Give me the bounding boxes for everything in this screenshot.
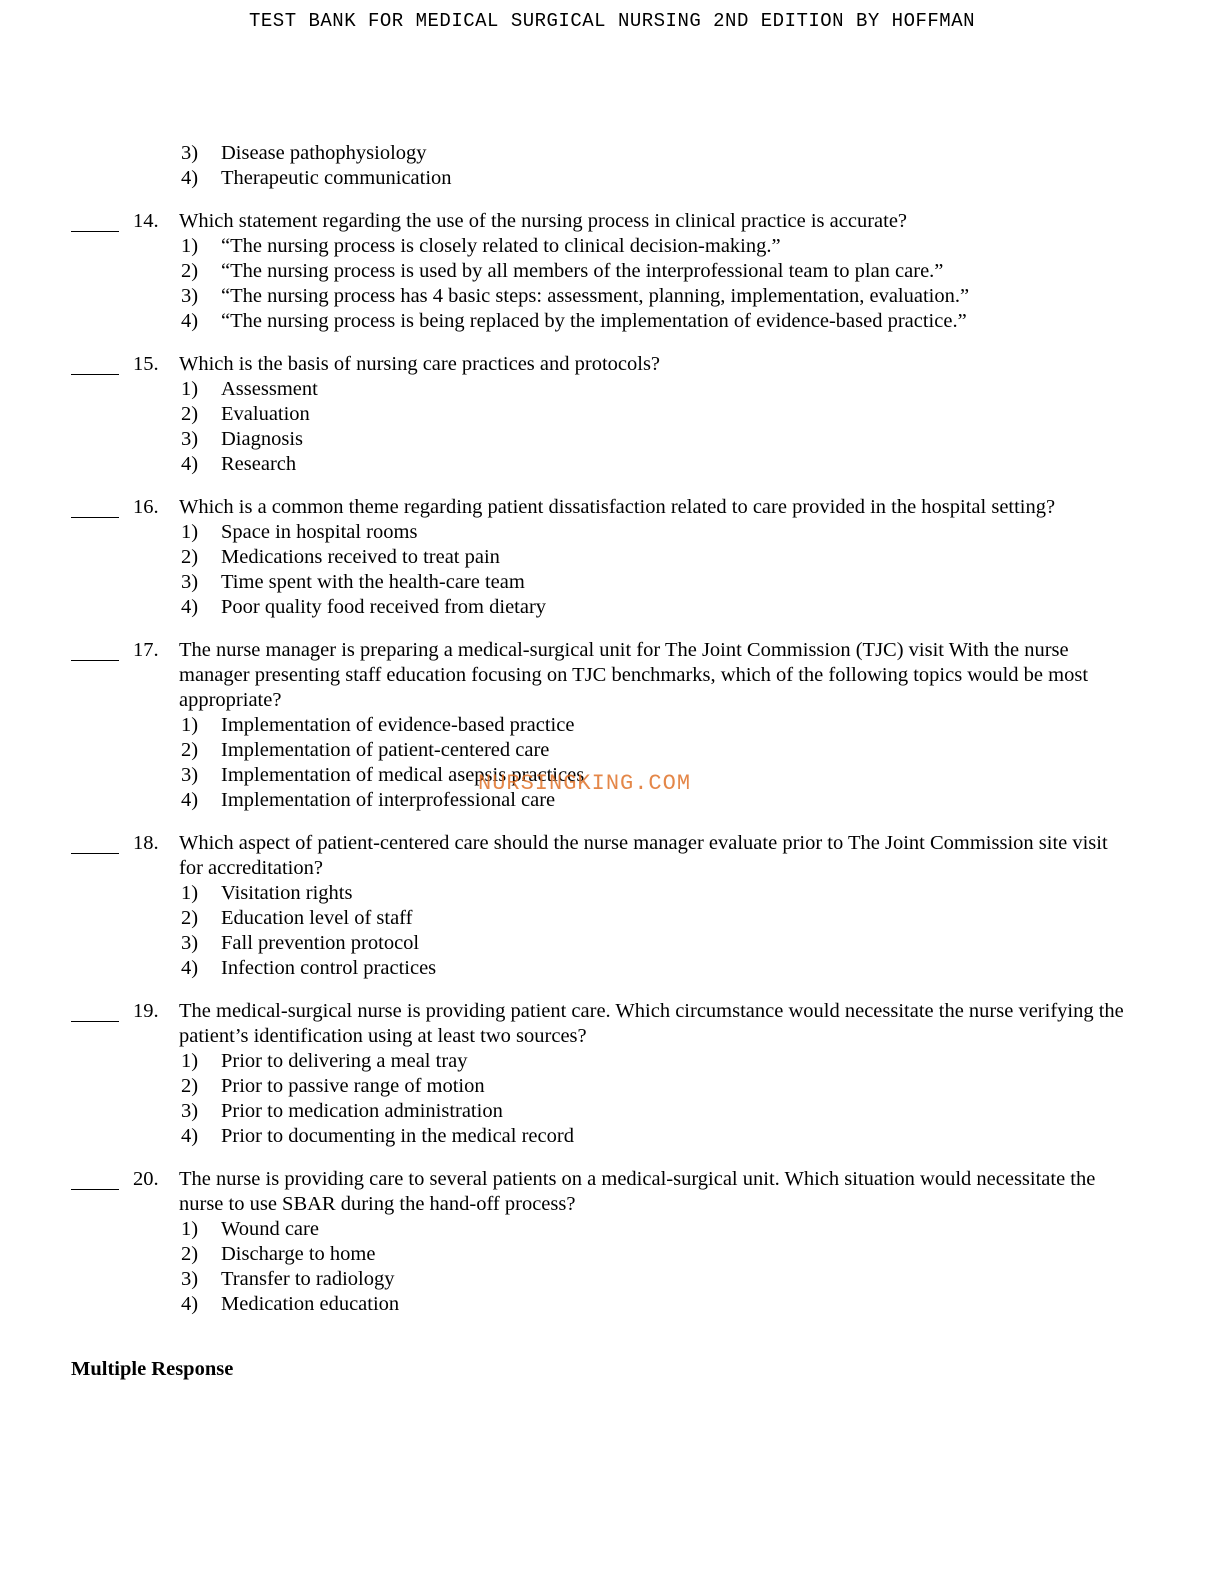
answer-option (0, 141, 1224, 166)
option-text: “The nursing process is used by all members of the interprofessional team to plan care.” (221, 260, 944, 282)
answer-option (0, 1292, 1224, 1317)
option-text: Prior to delivering a meal tray (221, 1050, 468, 1072)
option-text: Implementation of medical asepsis practices (221, 764, 585, 786)
question-text: Which is the basis of nursing care practices and protocols? (179, 353, 661, 375)
option-text: Research (221, 453, 297, 475)
option-number: 3) (181, 1268, 199, 1290)
question-item (0, 1167, 1224, 1317)
option-text: “The nursing process has 4 basic steps: assessment, planning, implementation, evaluation.” (221, 285, 970, 307)
question-number: 19. (133, 1000, 159, 1022)
option-text: Implementation of evidence-based practice (221, 714, 575, 736)
question-text: Which statement regarding the use of the nursing process in clinical practice is accurate? (179, 210, 908, 232)
option-number: 3) (181, 932, 199, 954)
option-text: Transfer to radiology (221, 1268, 395, 1290)
option-text: Prior to medication administration (221, 1100, 503, 1122)
option-number: 4) (181, 167, 199, 189)
question-stem (0, 831, 1224, 881)
answer-option (0, 738, 1224, 763)
continued-options (0, 141, 1224, 191)
answer-option (0, 595, 1224, 620)
question-stem (0, 495, 1224, 520)
answer-option (0, 1217, 1224, 1242)
answer-option (0, 452, 1224, 477)
option-text: Time spent with the health-care team (221, 571, 525, 593)
option-number: 4) (181, 1293, 199, 1315)
option-number: 1) (181, 521, 199, 543)
option-number: 2) (181, 1243, 199, 1265)
option-text: Infection control practices (221, 957, 437, 979)
option-number: 1) (181, 378, 199, 400)
question-stem (0, 1167, 1224, 1217)
option-number: 3) (181, 428, 199, 450)
answer-option (0, 1124, 1224, 1149)
question-text: The nurse manager is preparing a medical-surgical unit for The Joint Commission (TJC) visit With the nurse manager presenting staff education focusing on TJC benchmarks, which of the following topics would be most appropriate? (179, 639, 1089, 711)
option-text: Implementation of interprofessional care (221, 789, 556, 811)
answer-option (0, 427, 1224, 452)
option-number: 2) (181, 907, 199, 929)
answer-option (0, 520, 1224, 545)
question-list (0, 209, 1224, 1317)
option-number: 2) (181, 739, 199, 761)
question-item (0, 831, 1224, 981)
option-text: Medication education (221, 1293, 400, 1315)
answer-option (0, 1099, 1224, 1124)
option-text: Evaluation (221, 403, 310, 425)
option-number: 4) (181, 310, 199, 332)
option-text: Assessment (221, 378, 318, 400)
page-header: TEST BANK FOR MEDICAL SURGICAL NURSING 2ND EDITION BY HOFFMAN (248, 10, 975, 32)
question-number: 15. (133, 353, 159, 375)
answer-option (0, 234, 1224, 259)
option-text: Wound care (221, 1218, 319, 1240)
question-item (0, 999, 1224, 1149)
option-text: Implementation of patient-centered care (221, 739, 550, 761)
answer-option (0, 1242, 1224, 1267)
option-text: Visitation rights (221, 882, 353, 904)
option-number: 4) (181, 957, 199, 979)
answer-option (0, 931, 1224, 956)
option-number: 4) (181, 789, 199, 811)
answer-option (0, 713, 1224, 738)
question-number: 16. (133, 496, 159, 518)
option-number: 3) (181, 1100, 199, 1122)
option-text: Medications received to treat pain (221, 546, 500, 568)
answer-option (0, 1074, 1224, 1099)
option-number: 4) (181, 596, 199, 618)
option-text: Disease pathophysiology (221, 142, 427, 164)
option-number: 4) (181, 1125, 199, 1147)
answer-option (0, 545, 1224, 570)
option-text: Fall prevention protocol (221, 932, 420, 954)
option-number: 2) (181, 1075, 199, 1097)
option-number: 3) (181, 764, 199, 786)
answer-option (0, 309, 1224, 334)
option-text: Prior to documenting in the medical record (221, 1125, 574, 1147)
question-stem (0, 209, 1224, 234)
option-number: 1) (181, 235, 199, 257)
question-number: 17. (133, 639, 159, 661)
question-number: 20. (133, 1168, 159, 1190)
option-number: 4) (181, 453, 199, 475)
option-text: Prior to passive range of motion (221, 1075, 485, 1097)
section-heading: Multiple Response (71, 1358, 234, 1380)
option-number: 1) (181, 714, 199, 736)
answer-option (0, 1267, 1224, 1292)
question-number: 14. (133, 210, 159, 232)
question-text: Which is a common theme regarding patient dissatisfaction related to care provided in the hospital setting? (179, 496, 1056, 518)
option-text: Space in hospital rooms (221, 521, 418, 543)
option-number: 3) (181, 285, 199, 307)
answer-option (0, 956, 1224, 981)
option-number: 1) (181, 1218, 199, 1240)
question-stem (0, 999, 1224, 1049)
document-body (0, 141, 1224, 1382)
option-text: Discharge to home (221, 1243, 376, 1265)
question-item (0, 209, 1224, 334)
question-text: Which aspect of patient-centered care should the nurse manager evaluate prior to The Joint Commission site visit for accreditation? (179, 832, 1108, 879)
answer-option (0, 377, 1224, 402)
watermark: NURSINGKING.COM (478, 771, 692, 796)
answer-option (0, 284, 1224, 309)
option-number: 3) (181, 142, 199, 164)
option-text: Poor quality food received from dietary (221, 596, 547, 618)
option-number: 2) (181, 546, 199, 568)
question-stem (0, 638, 1224, 713)
option-number: 2) (181, 260, 199, 282)
option-number: 1) (181, 1050, 199, 1072)
answer-option (0, 1049, 1224, 1074)
question-number: 18. (133, 832, 159, 854)
option-number: 2) (181, 403, 199, 425)
question-text: The nurse is providing care to several patients on a medical-surgical unit. Which situation would necessitate the nurse to use SBAR during the hand-off process? (179, 1168, 1096, 1215)
answer-option (0, 166, 1224, 191)
answer-option (0, 259, 1224, 284)
question-text: The medical-surgical nurse is providing patient care. Which circumstance would necessitate the nurse verifying the patient’s identification using at least two sources? (179, 1000, 1124, 1047)
option-text: Diagnosis (221, 428, 303, 450)
option-text: “The nursing process is being replaced by the implementation of evidence-based practice.” (221, 310, 967, 332)
option-number: 3) (181, 571, 199, 593)
option-text: “The nursing process is closely related to clinical decision-making.” (221, 235, 781, 257)
answer-option (0, 402, 1224, 427)
answer-option (0, 881, 1224, 906)
question-item (0, 495, 1224, 620)
option-number: 1) (181, 882, 199, 904)
option-text: Education level of staff (221, 907, 413, 929)
question-item (0, 352, 1224, 477)
question-stem (0, 352, 1224, 377)
option-text: Therapeutic communication (221, 167, 452, 189)
answer-option (0, 570, 1224, 595)
answer-option (0, 906, 1224, 931)
